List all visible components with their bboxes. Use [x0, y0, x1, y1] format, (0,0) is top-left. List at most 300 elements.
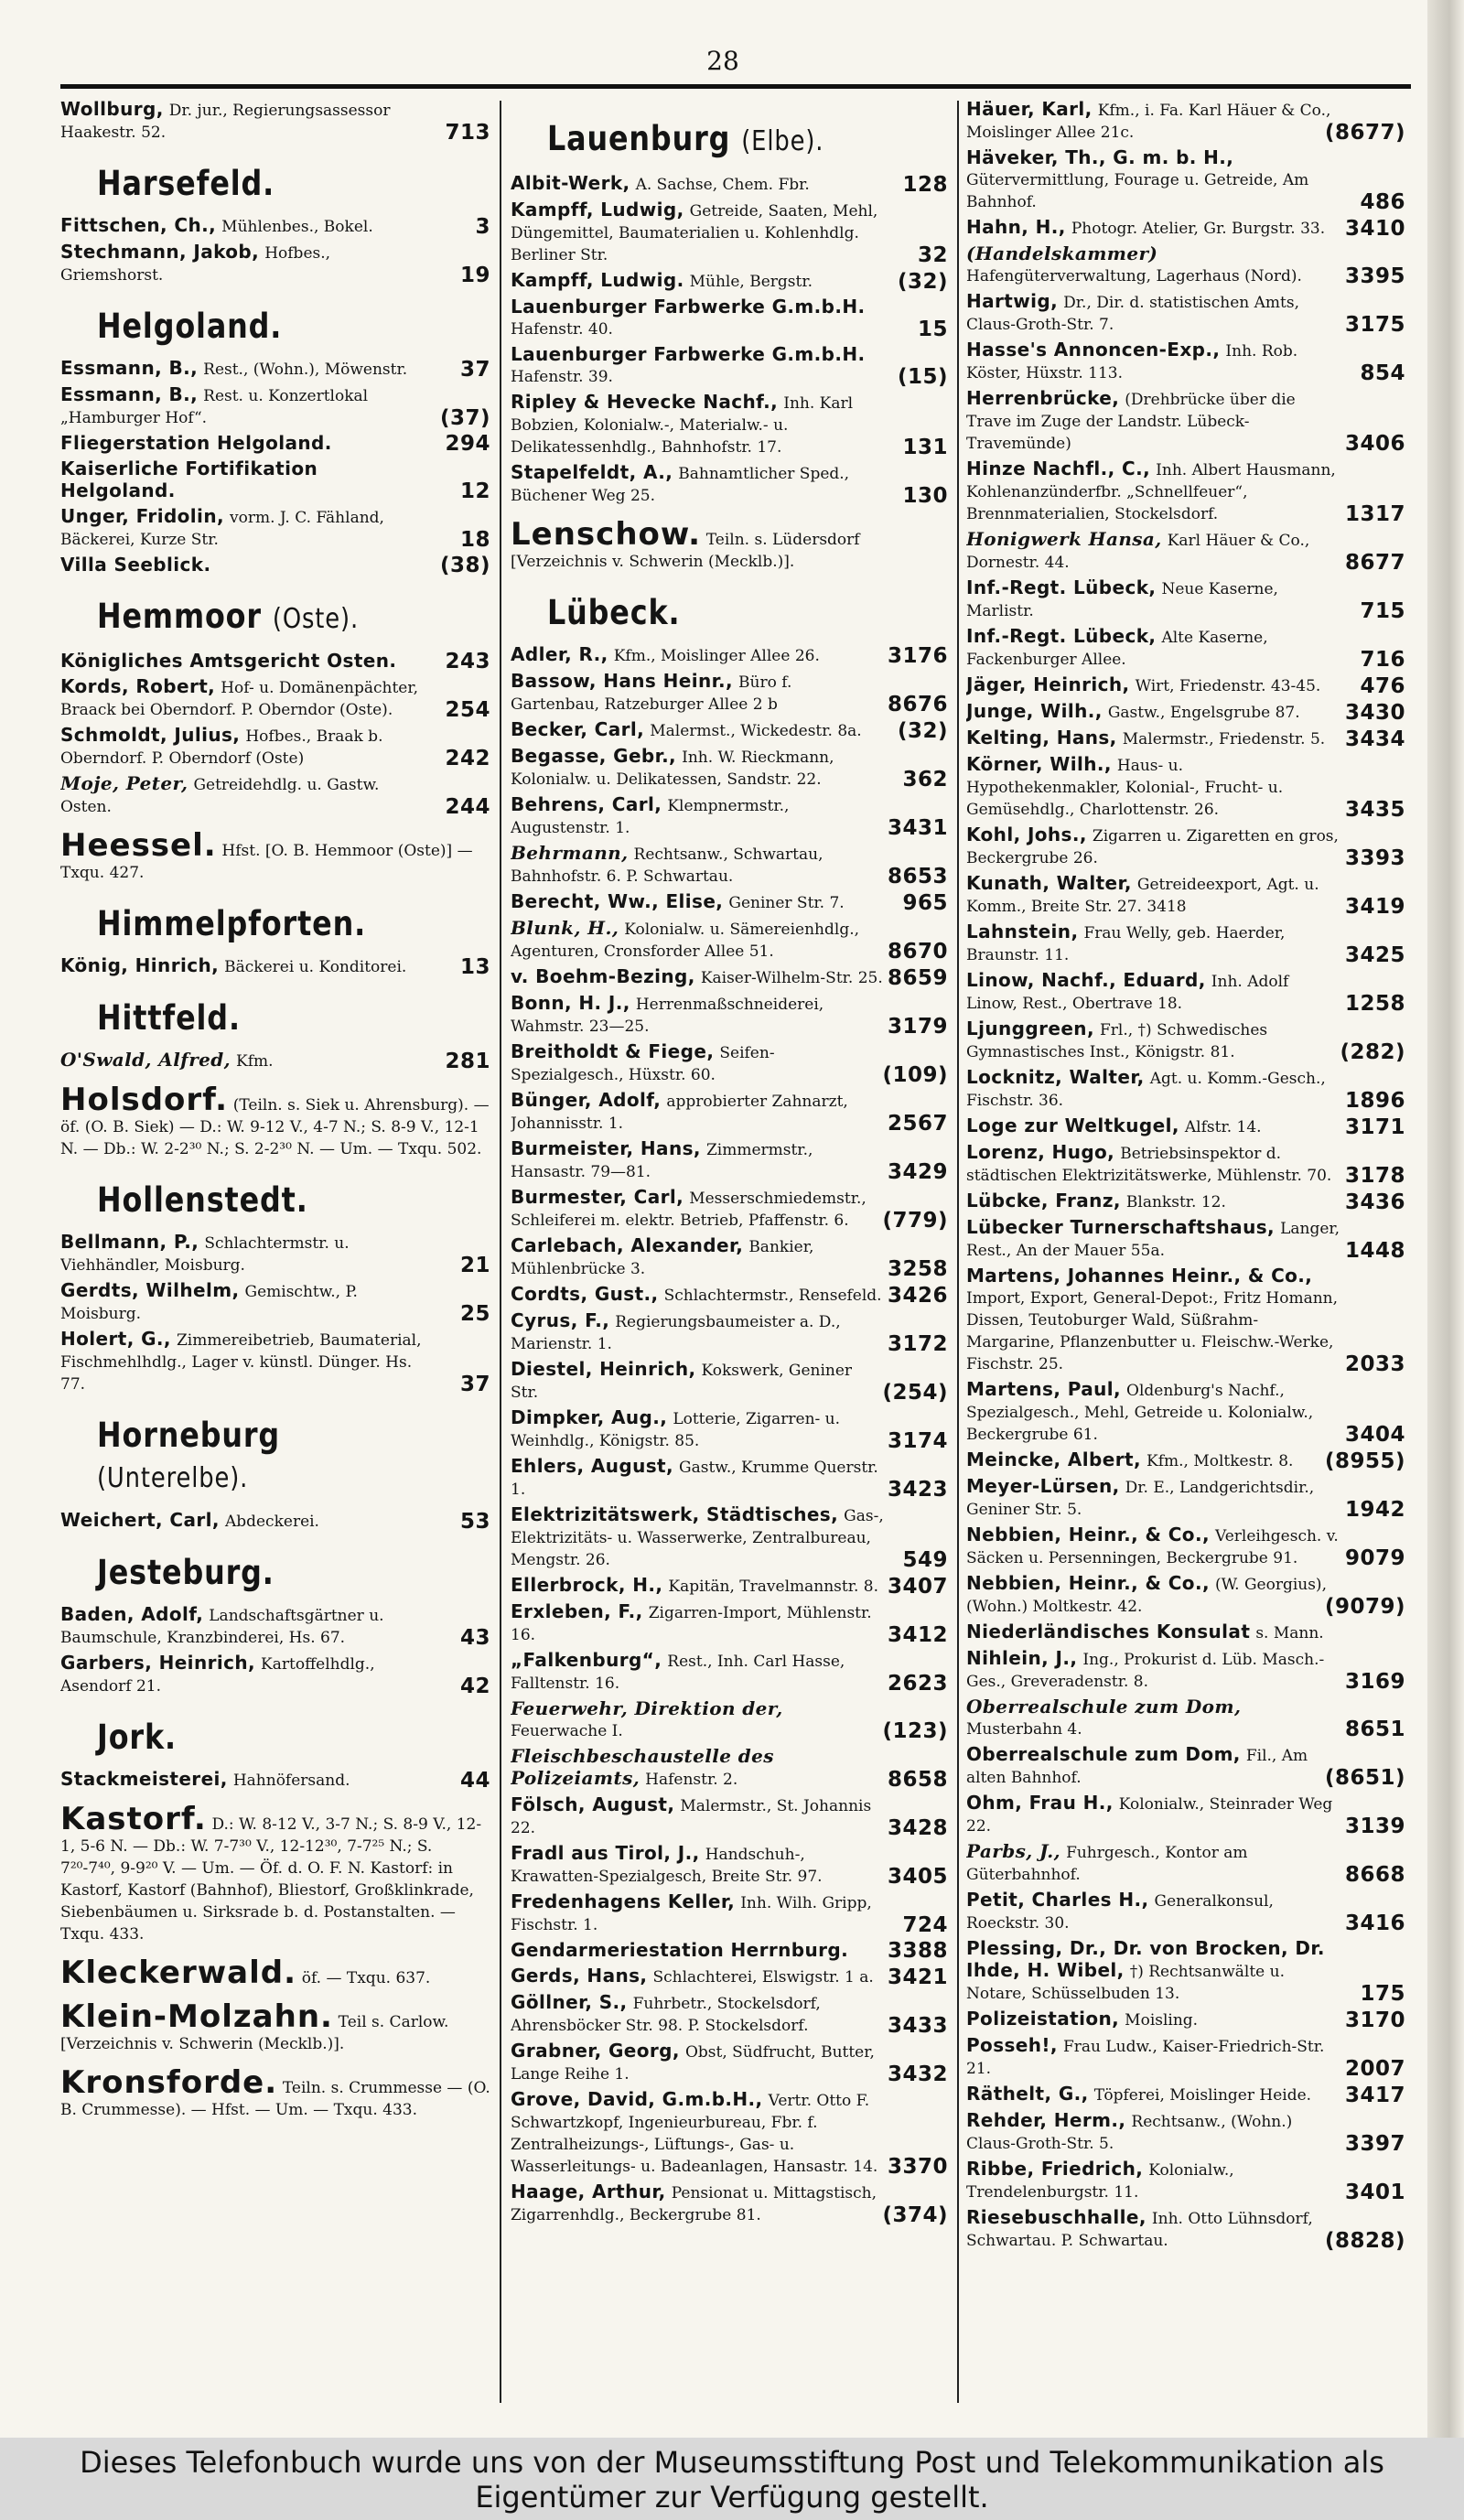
phone-number: 1258: [1344, 992, 1405, 1016]
entry-name: Göllner, S.,: [511, 1991, 628, 2013]
directory-entry: [966, 458, 1405, 525]
directory-entry: [966, 99, 1405, 144]
phone-number: 3176: [887, 644, 948, 668]
entry-detail: Inh. Albert Hausmann, Kohlenanzünderfbr. „Schnellfeuer“, Brennmaterialien, Stockelsdorf.: [966, 461, 1336, 523]
entry-detail: Moisling.: [1125, 2011, 1199, 2030]
phone-number: (8955): [1324, 1449, 1405, 1473]
entry-name: Junge, Wilh.,: [966, 700, 1103, 722]
entry-name: Garbers, Heinrich,: [60, 1652, 255, 1674]
directory-entry: [966, 1648, 1405, 1693]
place-heading-inline: [60, 1082, 490, 1160]
entry-name: Berecht, Ww., Elise,: [511, 890, 724, 912]
entry-name: Essmann, B.,: [60, 357, 199, 379]
entry-name: Dimpker, Aug.,: [511, 1406, 668, 1428]
directory-entry: [966, 1938, 1405, 2005]
entry-name: Hahn, H.,: [966, 216, 1066, 238]
entry-detail: Betriebsinspektor d. städtischen Elektrizitätswerke, Mühlenstr. 70.: [966, 1145, 1332, 1185]
phone-number: 3404: [1344, 1423, 1405, 1447]
entry-name: Parbs, J.,: [966, 1840, 1061, 1862]
entry-detail: Oldenburg's Nachf., Spezialgesch., Mehl, Getreide u. Kolonialw., Beckergrube 61.: [966, 1382, 1314, 1444]
phone-number: 3179: [887, 1015, 948, 1039]
entry-name: Stackmeisterei,: [60, 1768, 228, 1790]
entry-detail: Pensionat u. Mittagstisch, Zigarrenhdlg., Beckergrube 81.: [511, 2184, 877, 2224]
phone-number: 1448: [1344, 1239, 1405, 1263]
place-subtitle: (Elbe).: [741, 125, 824, 157]
entry-name: Stechmann, Jakob,: [60, 241, 260, 263]
entry-name: Erxleben, F.,: [511, 1600, 643, 1622]
phone-number: 3435: [1344, 798, 1405, 822]
page-edge-shadow: [1427, 0, 1464, 2438]
entry-name: Kampff, Ludwig.: [511, 269, 684, 291]
entry-name: Feuerwehr, Direktion der,: [511, 1697, 783, 1719]
place-subtitle: (Unterelbe).: [97, 1462, 249, 1494]
entry-detail: Hofbes., Griemshorst.: [60, 244, 331, 285]
directory-entry: [60, 433, 490, 455]
directory-entry: [60, 1604, 490, 1649]
directory-entry: [60, 955, 490, 978]
phone-number: 3423: [887, 1478, 948, 1502]
entry-detail: Hafengüterverwaltung, Lagerhaus (Nord).: [966, 267, 1302, 285]
entry-name: Riesebuschhalle,: [966, 2206, 1146, 2228]
directory-entry: [966, 1018, 1405, 1063]
phone-number: 53: [459, 1510, 490, 1534]
phone-number: (37): [439, 406, 490, 430]
entry-name: Martens, Paul,: [966, 1378, 1121, 1400]
entry-detail: Inh. Karl Bobzien, Kolonialw.-, Materialw.- u. Delikatessenhdlg., Bahnhofstr. 17.: [511, 394, 854, 457]
directory-entry: [60, 506, 490, 551]
phone-number: (109): [882, 1063, 948, 1087]
place-title: Lübeck.: [547, 593, 681, 632]
phone-number: 294: [445, 432, 490, 456]
directory-entry: [966, 2035, 1405, 2080]
place-heading: [97, 1180, 436, 1221]
entry-name: Behrmann,: [511, 842, 629, 864]
entry-detail: Hafenstr. 40.: [511, 320, 613, 339]
entry-name: Schmoldt, Julius,: [60, 724, 241, 746]
directory-entry: [511, 918, 948, 963]
entry-name: Posseh!,: [966, 2034, 1058, 2056]
directory-entry: [60, 1329, 490, 1395]
directory-entry: [511, 1138, 948, 1183]
entry-name: Häveker, Th., G. m. b. H.,: [966, 146, 1234, 168]
entry-detail: Hof- u. Domänenpächter, Braack bei Oberndorf. P. Oberndor (Oste).: [60, 679, 419, 719]
place-title: Kastorf.: [60, 1801, 207, 1837]
entry-name: Nihlein, J.,: [966, 1647, 1078, 1669]
entry-detail: s. Mann.: [1255, 1624, 1324, 1642]
directory-entry: [966, 1890, 1405, 1934]
directory-entry: [511, 2041, 948, 2085]
directory-entry: [966, 291, 1405, 336]
directory-entry: [511, 270, 948, 293]
phone-number: 3436: [1344, 1190, 1405, 1214]
entry-detail: Kolonialw., Trendelenburgstr. 11.: [966, 2161, 1234, 2202]
directory-entry: [511, 1891, 948, 1936]
directory-entry: [966, 1621, 1405, 1644]
phone-number: 3172: [887, 1332, 948, 1356]
entry-name: Petit, Charles H.,: [966, 1889, 1149, 1911]
directory-entry: [60, 215, 490, 238]
directory-entry: [966, 339, 1405, 384]
entry-name: Inf.-Regt. Lübeck,: [966, 576, 1157, 598]
place-note: D.: W. 8-12 V., 3-7 N.; S. 8-9 V., 12-1, 5-6 N. — Db.: W. 7-7³⁰ V., 12-12³⁰, 7-7²⁵ N.; S. 7²⁰-7⁴⁰, 9-9²⁰ V. — Um. — Öf. d. O. F. N. Kastorf: in Kastorf, Kastorf (Bahnhof), Bliestorf, Großklinkrade, Siebenbäumen u. Sirksrade b. d. Postanstalten. — Txqu. 433.: [60, 1815, 482, 1944]
phone-number: 3395: [1344, 264, 1405, 288]
entry-name: Baden, Adolf,: [60, 1603, 204, 1625]
phone-number: 37: [459, 1373, 490, 1396]
entry-detail: Dr. jur., Regierungsassessor Haakestr. 52.: [60, 102, 391, 142]
directory-entry: [966, 2207, 1405, 2252]
directory-entry: [511, 1504, 948, 1571]
phone-number: 244: [445, 795, 490, 819]
place-note: (Teiln. s. Siek u. Ahrensburg). — öf. (O. B. Siek) — D.: W. 9-12 V., 4-7 N.; S. 8-9 V., 12-1 N. — Db.: W. 2-2³⁰ N.; S. 2-2³⁰ N. — Um. — Txqu. 502.: [60, 1096, 490, 1158]
entry-name: Adler, R.,: [511, 643, 608, 665]
entry-name: Hinze Nachfl., C.,: [966, 458, 1151, 479]
directory-entry: [60, 725, 490, 770]
phone-number: 243: [445, 650, 490, 673]
directory-entry: [966, 217, 1405, 240]
entry-name: Loge zur Weltkugel,: [966, 1115, 1179, 1136]
place-note: Teiln. s. Lüdersdorf [Verzeichnis v. Schwerin (Mecklb.)].: [511, 531, 860, 571]
directory-entry: [511, 746, 948, 791]
entry-name: Königliches Amtsgericht Osten.: [60, 650, 397, 672]
phone-number: (32): [897, 270, 948, 294]
phone-number: 37: [459, 358, 490, 382]
entry-name: Herrenbrücke,: [966, 387, 1120, 409]
phone-number: (9079): [1324, 1595, 1405, 1619]
entry-name: v. Boehm-Bezing,: [511, 965, 695, 987]
directory-entry: [511, 1965, 948, 1988]
entry-detail: Gütervermittlung, Fourage u. Getreide, Am Bahnhof.: [966, 171, 1309, 211]
entry-detail: Zimmermstr., Hansastr. 79—81.: [511, 1141, 813, 1181]
entry-name: Räthelt, G.,: [966, 2083, 1089, 2105]
entry-detail: Dr., Dir. d. statistischen Amts, Claus-Groth-Str. 7.: [966, 294, 1299, 334]
directory-entry: [60, 676, 490, 721]
directory-entry: [511, 993, 948, 1038]
phone-number: 854: [1360, 361, 1405, 385]
entry-name: Meyer-Lürsen,: [966, 1475, 1120, 1497]
entry-name: Ljunggreen,: [966, 1018, 1094, 1039]
place-title: Hemmoor: [97, 597, 262, 636]
entry-detail: Haus- u. Hypothekenmakler, Kolonial-, Frucht- u. Gemüsehdlg., Charlottenstr. 26.: [966, 757, 1284, 819]
place-title: Helgoland.: [97, 307, 283, 346]
entry-detail: Landschaftsgärtner u. Baumschule, Kranzbinderei, Hs. 67.: [60, 1607, 384, 1647]
phone-number: 2007: [1344, 2057, 1405, 2081]
entry-detail: Rest. u. Konzertlokal „Hamburger Hof“.: [60, 387, 369, 427]
phone-number: (8677): [1324, 121, 1405, 145]
directory-entry: [511, 1187, 948, 1232]
entry-name: Gerdts, Wilhelm,: [60, 1279, 240, 1301]
entry-detail: Photogr. Atelier, Gr. Burgstr. 33.: [1071, 220, 1326, 238]
phone-number: 724: [902, 1913, 948, 1937]
entry-detail: Langer, Rest., An der Mauer 55a.: [966, 1220, 1340, 1260]
phone-number: 3426: [887, 1284, 948, 1308]
directory-entry: [60, 1280, 490, 1325]
entry-detail: (Drehbrücke über die Trave im Zuge der Landstr. Lübeck-Travemünde): [966, 391, 1296, 453]
directory-entry: [511, 1575, 948, 1598]
entry-detail: Rest., (Wohn.), Möwenstr.: [203, 361, 408, 379]
directory-entry: [60, 555, 490, 576]
entry-name: Wollburg,: [60, 99, 164, 120]
phone-number: 12: [459, 479, 490, 503]
entry-detail: Herrenmaßschneiderei, Wahmstr. 23—25.: [511, 996, 824, 1036]
directory-entry: [966, 1793, 1405, 1837]
entry-detail: Import, Export, General-Depot:, Fritz Homann, Dissen, Teutoburger Wald, Süßrahm-Margarine, Pflanzenbutter u. Fleischw.-Werke, Fischstr. 25.: [966, 1289, 1339, 1373]
place-title: Harsefeld.: [97, 164, 275, 203]
directory-entry: [60, 651, 490, 673]
directory-entry: [966, 529, 1405, 574]
page-number: 28: [706, 46, 739, 76]
place-title: Lauenburg: [547, 119, 731, 158]
directory-entry: [966, 1379, 1405, 1446]
entry-detail: Frl., †) Schwedisches Gymnastisches Inst., Königstr. 81.: [966, 1021, 1268, 1061]
phone-number: 242: [445, 747, 490, 770]
entry-name: Weichert, Carl,: [60, 1509, 220, 1531]
directory-entry: [511, 1310, 948, 1355]
entry-detail: Inh. Wilh. Gripp, Fischstr. 1.: [511, 1894, 872, 1934]
directory-entry: [511, 1746, 948, 1791]
directory-entry: [966, 1067, 1405, 1112]
entry-detail: Kapitän, Travelmannstr. 8.: [668, 1578, 878, 1596]
entry-name: Ripley & Hevecke Nachf.,: [511, 391, 779, 413]
directory-entry: [511, 644, 948, 667]
entry-detail: approbierter Zahnarzt, Johannisstr. 1.: [511, 1093, 848, 1133]
entry-name: Gerds, Hans,: [511, 1965, 648, 1987]
entry-name: Fölsch, August,: [511, 1793, 675, 1815]
entry-name: Lauenburger Farbwerke G.m.b.H.: [511, 296, 866, 318]
place-heading-inline: [60, 2064, 490, 2121]
directory-entry: [511, 1284, 948, 1307]
directory-entry: [966, 1190, 1405, 1213]
directory-entry: [511, 966, 948, 989]
directory-entry: [511, 719, 948, 742]
entry-detail: Seifen-Spezialgesch., Hüxstr. 60.: [511, 1044, 775, 1084]
place-title: Kronsforde.: [60, 2064, 278, 2101]
directory-entry: [966, 1524, 1405, 1569]
directory-entry: [60, 1653, 490, 1697]
entry-detail: †) Rechtsanwälte u. Notare, Schüsselbuden 13.: [966, 1963, 1285, 2003]
place-title: Horneburg: [97, 1416, 281, 1455]
directory-entry: [511, 2089, 948, 2178]
phone-number: 8670: [887, 940, 948, 964]
directory-column-left: [60, 99, 490, 2405]
entry-detail: Mühle, Bergstr.: [689, 273, 813, 291]
entry-name: O'Swald, Alfred,: [60, 1049, 231, 1071]
directory-entry: [60, 242, 490, 286]
place-heading: [97, 597, 436, 640]
entry-name: Burmester, Carl,: [511, 1186, 684, 1208]
entry-detail: Kfm.: [236, 1052, 274, 1071]
phone-number: 3430: [1344, 701, 1405, 725]
place-title: Jesteburg.: [97, 1553, 274, 1592]
entry-detail: Bäckerei u. Konditorei.: [224, 958, 407, 976]
directory-entry: [966, 754, 1405, 821]
entry-detail: Getreidehdlg. u. Gastw. Osten.: [60, 776, 380, 816]
phone-number: (254): [882, 1381, 948, 1405]
place-heading-inline: [60, 1998, 490, 2055]
entry-detail: Wirt, Friedenstr. 43-45.: [1135, 677, 1321, 695]
phone-number: 3412: [887, 1623, 948, 1647]
directory-entry: [511, 2181, 948, 2226]
place-title: Kleckerwald.: [60, 1955, 297, 1991]
place-heading: [97, 307, 436, 347]
directory-entry: [511, 1407, 948, 1452]
phone-number: 3428: [887, 1816, 948, 1840]
entry-name: Lahnstein,: [966, 921, 1079, 942]
directory-entry: [511, 1090, 948, 1135]
directory-entry: [511, 1601, 948, 1646]
entry-name: Lübcke, Franz,: [966, 1190, 1121, 1212]
directory-entry: [60, 358, 490, 381]
entry-name: Grove, David, G.m.b.H.,: [511, 2088, 763, 2110]
phone-number: 15: [917, 318, 948, 341]
entry-detail: Malermstr., Friedenstr. 5.: [1122, 730, 1326, 748]
phone-number: 2033: [1344, 1352, 1405, 1376]
entry-detail: Alte Kaserne, Fackenburger Allee.: [966, 629, 1268, 669]
phone-number: (8828): [1324, 2229, 1405, 2253]
phone-number: 3407: [887, 1575, 948, 1599]
entry-name: Oberrealschule zum Dom,: [966, 1743, 1241, 1765]
directory-entry: [966, 701, 1405, 724]
directory-entry: [511, 344, 948, 388]
directory-entry: [511, 199, 948, 266]
entry-detail: Malermst., Wickedestr. 8a.: [650, 722, 862, 740]
entry-detail: Rechtsanw., Schwartau, Bahnhofstr. 6. P. Schwartau.: [511, 845, 824, 886]
phone-number: 42: [459, 1675, 490, 1698]
entry-name: „Falkenburg“,: [511, 1649, 662, 1671]
entry-detail: Feuerwache I.: [511, 1722, 623, 1740]
entry-name: Oberrealschule zum Dom,: [966, 1696, 1242, 1718]
phone-number: 549: [902, 1548, 948, 1572]
phone-number: 3425: [1344, 943, 1405, 967]
entry-name: Haage, Arthur,: [511, 2181, 666, 2202]
place-heading-inline: [60, 827, 490, 884]
place-title: Klein-Molzahn.: [60, 1998, 333, 2035]
directory-entry: [60, 773, 490, 818]
entry-name: Elektrizitätswerk, Städtisches,: [511, 1503, 839, 1525]
phone-number: 3401: [1344, 2181, 1405, 2204]
entry-name: Bünger, Adolf,: [511, 1089, 662, 1111]
phone-number: 1317: [1344, 502, 1405, 526]
entry-detail: Frau Welly, geb. Haerder, Braunstr. 11.: [966, 924, 1286, 964]
entry-name: Rehder, Herm.,: [966, 2109, 1126, 2131]
phone-number: 8653: [887, 865, 948, 888]
phone-number: 3388: [887, 1939, 948, 1963]
phone-number: 3405: [887, 1865, 948, 1889]
directory-entry: [966, 1217, 1405, 1262]
entry-detail: Kolonialw. u. Sämereienhdlg., Agenturen, Cronsforder Allee 51.: [511, 921, 860, 961]
entry-detail: Getreideexport, Agt. u. Komm., Breite Str. 27. 3418: [966, 876, 1319, 916]
entry-name: Kelting, Hans,: [966, 727, 1117, 748]
directory-entry: [966, 1696, 1405, 1740]
phone-number: (282): [1340, 1040, 1405, 1064]
entry-name: Fradl aus Tirol, J.,: [511, 1842, 700, 1864]
directory-entry: [60, 1769, 490, 1792]
entry-detail: Klempnermstr., Augustenstr. 1.: [511, 797, 790, 837]
entry-name: Ohm, Frau H.,: [966, 1792, 1114, 1814]
place-title: Holsdorf.: [60, 1082, 229, 1118]
place-heading-inline: [60, 1801, 490, 1945]
phone-number: 3174: [887, 1429, 948, 1453]
phone-number: 131: [902, 436, 948, 459]
phone-number: 254: [445, 698, 490, 722]
directory-entry: [966, 577, 1405, 622]
entry-name: Ellerbrock, H.,: [511, 1574, 663, 1596]
entry-detail: Getreide, Saaten, Mehl, Düngemittel, Baumaterialien u. Kohlenhdlg. Berliner Str.: [511, 202, 878, 264]
phone-number: 175: [1360, 1982, 1405, 2006]
directory-entry: [966, 1744, 1405, 1789]
entry-detail: Alfstr. 14.: [1184, 1118, 1262, 1136]
entry-name: Häuer, Karl,: [966, 99, 1093, 120]
directory-entry: [966, 1476, 1405, 1521]
place-heading: [97, 1553, 436, 1593]
phone-number: 2567: [887, 1112, 948, 1136]
entry-name: Fleischbeschaustelle des Polizeiamts,: [511, 1745, 774, 1789]
phone-number: 3432: [887, 2062, 948, 2086]
entry-name: Bellmann, P.,: [60, 1231, 199, 1253]
directory-entry: [966, 824, 1405, 869]
directory-entry: [966, 727, 1405, 750]
place-title: Jork.: [97, 1718, 177, 1757]
entry-name: Becker, Carl,: [511, 718, 645, 740]
directory-entry: [60, 458, 490, 502]
phone-number: 25: [459, 1302, 490, 1326]
entry-detail: Gemischtw., P. Moisburg.: [60, 1283, 358, 1323]
phone-number: (15): [897, 365, 948, 389]
directory-entry: [966, 1142, 1405, 1187]
entry-detail: Bahnamtlicher Sped., Büchener Weg 25.: [511, 465, 850, 505]
entry-detail: Geniner Str. 7.: [728, 894, 845, 912]
phone-number: 486: [1360, 190, 1405, 214]
phone-number: 32: [917, 243, 948, 267]
entry-detail: Dr. E., Landgerichtsdir., Geniner Str. 5.: [966, 1479, 1315, 1519]
phone-number: 130: [902, 484, 948, 508]
entry-detail: Gas-, Elektrizitäts- u. Wasserwerke, Zentralbureau, Mengstr. 26.: [511, 1507, 884, 1569]
directory-entry: [511, 462, 948, 507]
entry-name: Cordts, Gust.,: [511, 1283, 659, 1305]
entry-detail: Musterbahn 4.: [966, 1720, 1082, 1739]
entry-name: König, Hinrich,: [60, 954, 220, 976]
entry-detail: Kfm., i. Fa. Karl Häuer & Co., Moislinger Allee 21c.: [966, 102, 1331, 142]
directory-entry: [511, 1650, 948, 1695]
entry-name: Jäger, Heinrich,: [966, 673, 1130, 695]
phone-number: 8659: [887, 966, 948, 990]
directory-entry: [60, 1510, 490, 1533]
directory-column-right: [966, 99, 1405, 2405]
place-note: Teil s. Carlow. [Verzeichnis v. Schwerin (Mecklb.)].: [60, 2013, 449, 2053]
phone-number: (8651): [1324, 1766, 1405, 1790]
directory-entry: [966, 1115, 1405, 1138]
place-heading: [97, 904, 436, 944]
entry-detail: Rechtsanw., (Wohn.) Claus-Groth-Str. 5.: [966, 2113, 1293, 2153]
entry-detail: A. Sachse, Chem. Fbr.: [635, 176, 810, 194]
place-note: Hfst. [O. B. Hemmoor (Oste)] — Txqu. 427.: [60, 842, 473, 882]
directory-entry: [511, 1359, 948, 1404]
entry-detail: Hafenstr. 39.: [511, 368, 613, 386]
phone-number: 1896: [1344, 1089, 1405, 1113]
header-rule: [60, 84, 1411, 89]
entry-detail: Zimmereibetrieb, Baumaterial, Fischmehlhdlg., Lager v. künstl. Dünger. Hs. 77.: [60, 1331, 422, 1394]
entry-name: Villa Seeblick.: [60, 554, 211, 576]
place-title: Heessel.: [60, 827, 217, 864]
phone-number: 3433: [887, 2014, 948, 2038]
phone-number: 13: [459, 955, 490, 979]
phone-number: (374): [882, 2203, 948, 2227]
directory-entry: [511, 1698, 948, 1742]
place-title: Himmelpforten.: [97, 904, 367, 943]
entry-name: Linow, Nachf., Eduard,: [966, 969, 1206, 991]
phone-number: 3397: [1344, 2132, 1405, 2156]
phone-number: 362: [902, 768, 948, 792]
phone-number: 3258: [887, 1257, 948, 1281]
